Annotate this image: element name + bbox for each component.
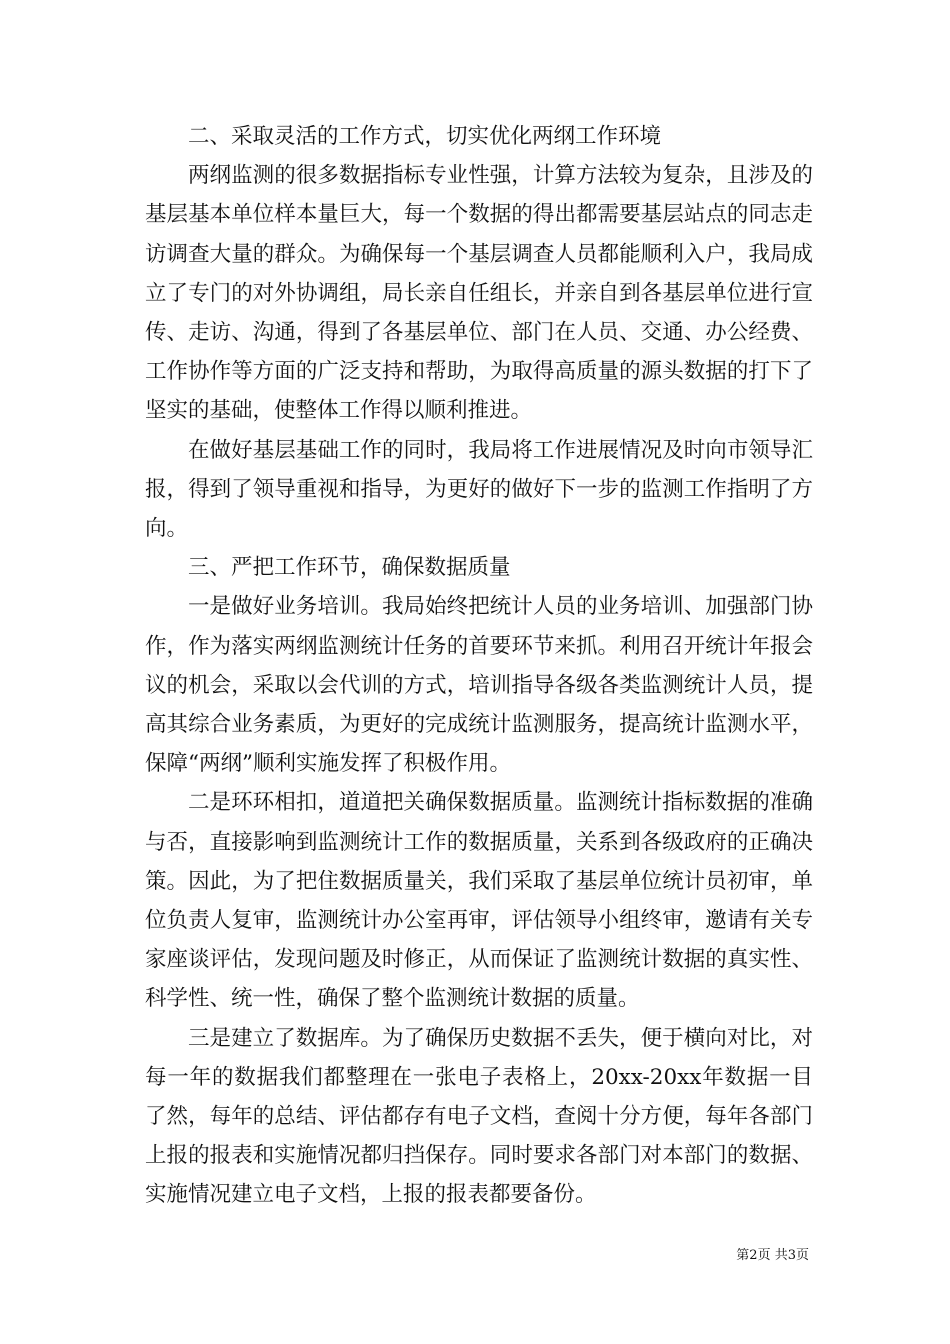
paragraph: 一是做好业务培训。我局始终把统计人员的业务培训、加强部门协作，作为落实两纲监测统计任务的首要环节来抓。利用召开统计年报会议的机会，采取以会代训的方式，培训指导各级各类监测统计人员，提高其综合业务素质，为更好的完成统计监测服务，提高统计监测水平，保障“两纲”顺利实施发挥了积极作用。: [145, 594, 813, 777]
footer-suffix: 页: [795, 1248, 809, 1263]
total-page-number: 3: [787, 1248, 796, 1263]
current-page-number: 2: [749, 1248, 758, 1263]
document-body: [145, 117, 813, 1215]
paragraph: 在做好基层基础工作的同时，我局将工作进展情况及时向市领导汇报，得到了领导重视和指导，为更好的做好下一步的监测工作指明了方向。: [145, 437, 813, 542]
paragraph: 二是环环相扣，道道把关确保数据质量。监测统计指标数据的准确与否，直接影响到监测统计工作的数据质量，关系到各级政府的正确决策。因此，为了把住数据质量关，我们采取了基层单位统计员初审，单位负责人复审，监测统计办公室再审，评估领导小组终审，邀请有关专家座谈评估，发现问题及时修正，从而保证了监测统计数据的真实性、科学性、统一性，确保了整个监测统计数据的质量。: [145, 790, 813, 1012]
footer-middle: 页 共: [757, 1248, 788, 1263]
paragraph: 三是建立了数据库。为了确保历史数据不丢失，便于横向对比，对每一年的数据我们都整理在一张电子表格上，20xx-20xx年数据一目了然，每年的总结、评估都存有电子文档，查阅十分方便，每年各部门上报的报表和实施情况都归挡保存。同时要求各部门对本部门的数据、实施情况建立电子文档，上报的报表都要备份。: [145, 1025, 813, 1208]
page-footer: [719, 1248, 809, 1264]
section-heading: 三、严把工作环节，确保数据质量: [188, 555, 511, 581]
section-heading: 二、采取灵活的工作方式，切实优化两纲工作环境: [188, 124, 662, 149]
footer-prefix: 第: [736, 1248, 750, 1263]
paragraph: 两纲监测的很多数据指标专业性强，计算方法较为复杂，且涉及的基层基本单位样本量巨大，每一个数据的得出都需要基层站点的同志走访调查大量的群众。为确保每一个基层调查人员都能顺利入户，我局成立了专门的对外协调组，局长亲自任组长，并亲自到各基层单位进行宣传、走访、沟通，得到了各基层单位、部门在人员、交通、办公经费、工作协作等方面的广泛支持和帮助，为取得高质量的源头数据的打下了坚实的基础，使整体工作得以顺利推进。: [145, 163, 813, 424]
